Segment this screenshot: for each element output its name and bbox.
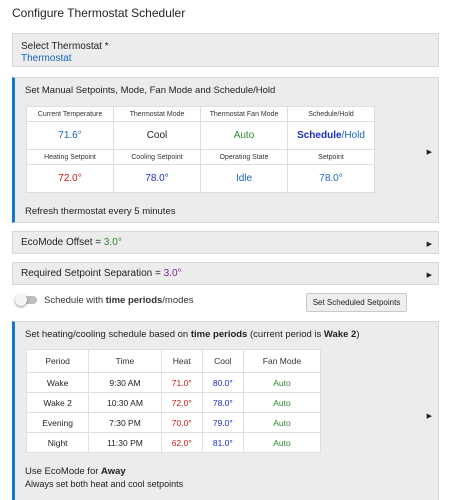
manual-setpoints-panel bbox=[12, 77, 439, 223]
expand-arrow-icon[interactable]: ▶ bbox=[426, 272, 432, 279]
setpoint-separation-label: Required Setpoint Separation = 3.0° bbox=[21, 268, 182, 279]
fan-mode-cell[interactable]: Auto bbox=[243, 433, 320, 453]
schedule-table bbox=[26, 349, 321, 453]
time-cell[interactable]: 11:30 PM bbox=[89, 433, 161, 453]
setpoint-header: Setpoint bbox=[288, 150, 375, 165]
cooling-setpoint-header: Cooling Setpoint bbox=[114, 150, 201, 165]
period-cell: Wake 2 bbox=[27, 393, 89, 413]
select-thermostat-label: Select Thermostat * bbox=[21, 41, 109, 52]
cool-cell[interactable]: 80.0° bbox=[202, 373, 243, 393]
expand-arrow-icon[interactable]: ▶ bbox=[426, 413, 432, 420]
fan-mode-cell[interactable]: Auto bbox=[243, 413, 320, 433]
period-cell: Evening bbox=[27, 413, 89, 433]
toggle-knob bbox=[15, 294, 27, 306]
cool-cell[interactable]: 79.0° bbox=[202, 413, 243, 433]
period-cell: Night bbox=[27, 433, 89, 453]
always-set-text: Always set both heat and cool setpoints bbox=[25, 479, 184, 489]
cool-cell[interactable]: 81.0° bbox=[202, 433, 243, 453]
expand-arrow-icon[interactable]: ▶ bbox=[426, 241, 432, 248]
eco-offset-label: EcoMode Offset = 3.0° bbox=[21, 237, 122, 248]
fan-mode-cell[interactable]: Auto bbox=[243, 393, 320, 413]
operating-state-value: Idle bbox=[201, 165, 288, 193]
select-thermostat-panel[interactable] bbox=[12, 33, 439, 67]
manual-setpoints-heading: Set Manual Setpoints, Mode, Fan Mode and Schedule/Hold bbox=[25, 85, 276, 96]
period-column-header: Period bbox=[27, 350, 89, 373]
operating-state-header: Operating State bbox=[201, 150, 288, 165]
cool-column-header: Cool bbox=[202, 350, 243, 373]
fan-mode-value[interactable]: Auto bbox=[201, 122, 288, 150]
set-scheduled-setpoints-button[interactable]: Set Scheduled Setpoints bbox=[306, 293, 407, 312]
page-title: Configure Thermostat Scheduler bbox=[12, 6, 186, 20]
schedule-panel bbox=[12, 321, 439, 500]
refresh-interval-text: Refresh thermostat every 5 minutes bbox=[25, 206, 176, 217]
schedule-hold-value[interactable] bbox=[288, 122, 375, 150]
time-cell[interactable]: 7:30 PM bbox=[89, 413, 161, 433]
schedule-hold-rest: /Hold bbox=[341, 130, 365, 141]
setpoint-separation-value: 3.0° bbox=[163, 268, 182, 279]
current-temperature-header: Current Temperature bbox=[27, 107, 114, 122]
heat-cell[interactable]: 72.0° bbox=[161, 393, 202, 413]
setpoint-separation-panel[interactable] bbox=[12, 262, 439, 285]
schedule-header-row bbox=[27, 350, 321, 373]
table-row bbox=[27, 373, 321, 393]
thermostat-status-grid bbox=[26, 106, 375, 193]
heat-cell[interactable]: 70.0° bbox=[161, 413, 202, 433]
eco-mode-value[interactable]: Away bbox=[101, 466, 126, 477]
table-row bbox=[27, 413, 321, 433]
thermostat-mode-value[interactable]: Cool bbox=[114, 122, 201, 150]
cooling-setpoint-value[interactable]: 78.0° bbox=[114, 165, 201, 193]
fan-mode-column-header: Fan Mode bbox=[243, 350, 320, 373]
heat-cell[interactable]: 71.0° bbox=[161, 373, 202, 393]
select-thermostat-value[interactable]: Thermostat bbox=[21, 53, 72, 64]
time-column-header: Time bbox=[89, 350, 161, 373]
cool-cell[interactable]: 78.0° bbox=[202, 393, 243, 413]
fan-mode-cell[interactable]: Auto bbox=[243, 373, 320, 393]
expand-arrow-icon[interactable]: ▶ bbox=[426, 149, 432, 156]
table-row bbox=[27, 433, 321, 453]
time-periods-toggle[interactable] bbox=[17, 296, 37, 304]
current-temperature-value: 71.6° bbox=[27, 122, 114, 150]
heat-cell[interactable]: 62.0° bbox=[161, 433, 202, 453]
heating-setpoint-value[interactable]: 72.0° bbox=[27, 165, 114, 193]
heating-setpoint-header: Heating Setpoint bbox=[27, 150, 114, 165]
table-row bbox=[27, 393, 321, 413]
thermostat-mode-header: Thermostat Mode bbox=[114, 107, 201, 122]
fan-mode-header: Thermostat Fan Mode bbox=[201, 107, 288, 122]
eco-offset-value: 3.0° bbox=[103, 237, 122, 248]
eco-mode-text: Use EcoMode for Away bbox=[25, 466, 126, 477]
period-cell: Wake bbox=[27, 373, 89, 393]
schedule-hold-header: Schedule/Hold bbox=[288, 107, 375, 122]
heat-column-header: Heat bbox=[161, 350, 202, 373]
time-periods-toggle-label: Schedule with time periods/modes bbox=[44, 295, 194, 306]
eco-offset-panel[interactable] bbox=[12, 231, 439, 254]
schedule-hold-active: Schedule bbox=[297, 130, 342, 141]
schedule-heading: Set heating/cooling schedule based on time periods (current period is Wake 2) bbox=[25, 329, 360, 340]
time-cell[interactable]: 10:30 AM bbox=[89, 393, 161, 413]
time-cell[interactable]: 9:30 AM bbox=[89, 373, 161, 393]
setpoint-value: 78.0° bbox=[288, 165, 375, 193]
